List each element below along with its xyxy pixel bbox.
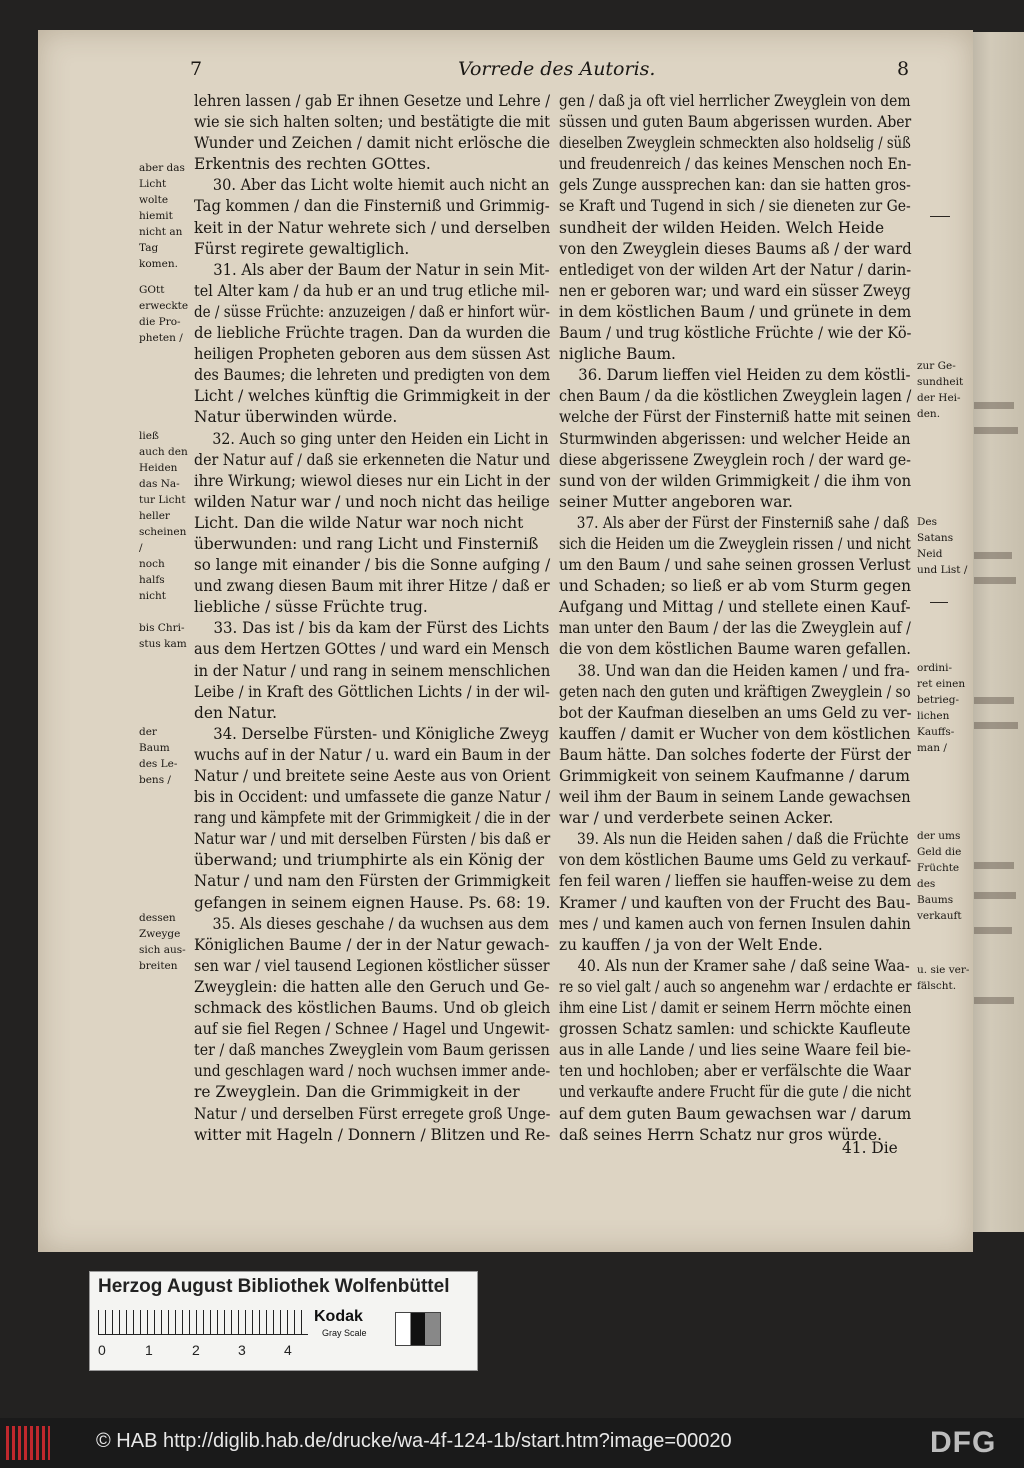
marginal-note: ließ auch den Heiden das Na- tur Licht heller scheinen / noch halfs nicht [139,430,188,602]
ruler-number: 1 [145,1342,153,1358]
marginal-note: ordini- ret einen betrieg- lichen Kauffs- man / [917,662,966,754]
text-line: so lange mit einander / bis die Sonne aufging / [194,556,551,575]
text-line: mes / und kamen auch von fernen Insulen dahin [559,914,911,933]
text-line: witter mit Hageln / Donnern / Blitzen und Re- [194,1125,551,1144]
text-line: und zwang diesen Baum mit ihrer Hitze / daß er [194,577,550,596]
text-line: bot der Kaufman dieselben an ums Geld zu ver- [559,703,912,722]
text-line: Wunder und Zeichen / damit nicht erlösche die [194,134,551,153]
text-line: gefangen in seinem eignen Hause. Ps. 68: 19. [194,893,551,912]
text-line: 37. Als aber der Fürst der Finsterniß sahe / daß [576,513,910,532]
marginal-note: GOtt erweckte die Pro- pheten / [139,284,189,344]
marginal-note: u. sie ver- fälscht. [917,964,970,992]
text-line: Tag kommen / dan die Finsterniß und Grimmig- [194,197,550,216]
text-line: die von dem köstlichen Baume waren gefallen. [559,640,912,659]
text-line: man unter den Baum / der las die Zweyglein auf / [559,619,911,638]
catchword: 41. Die [842,1139,898,1157]
text-line: Aufgang und Mittag / und stellete einen Kauf- [559,598,911,617]
text-line: und freudenreich / das keines Menschen noch En- [559,155,912,174]
text-line: weil ihm der Baum in seinem Lande gewachsen [559,788,911,807]
text-line: und geschlagen ward / noch wuchsen immer ande- [194,1062,551,1081]
text-line: welche der Fürst der Finsterniß hatte mit seinen [559,408,911,427]
text-line: keit in der Natur wehrete sich / und derselben [194,218,551,237]
text-line: ter / daß manches Zweyglein vom Baum gerissen [194,1041,550,1060]
text-line: auf sie fiel Regen / Schnee / Hagel und Ungewit- [194,1020,550,1039]
kodak-brand: Kodak [314,1308,363,1325]
marginal-note: der ums Geld die Früchte des Baums verkauft [917,830,962,922]
text-line: überwand; und triumphirte als ein König der [194,851,545,870]
text-line: in dem köstlichen Baum / und grünete in dem [559,302,912,321]
text-line: liebliche / süsse Früchte trug. [194,598,428,617]
text-line: ihre Wirkung; wiewol dieses nur ein Licht in der [194,471,551,490]
text-line: wuchs auf in der Natur / u. ward ein Baum in der [194,745,551,764]
ruler-number: 0 [98,1342,106,1358]
footer-bar [0,1418,1024,1468]
text-line: gels Zunge aussprechen kan: dan sie hatten gros- [559,176,911,195]
text-line: 38. Und wan dan die Heiden kamen / und fra- [577,661,910,680]
marginal-note: der Baum des Le- bens / [139,726,178,786]
text-line: Baum / und trug köstliche Früchte / wie der Kö- [559,324,912,343]
text-line: nen er geboren war; und ward ein süsser Zweyg [559,281,911,300]
gray-scale-label: Gray Scale [322,1328,367,1338]
marginal-note: dessen Zweyge sich aus- breiten [139,912,186,972]
text-line: kauffen / damit er Wucher von dem köstlichen [559,724,911,743]
text-line: Kramer / und kauften von der Frucht des Bau- [559,893,911,912]
text-line: Leibe / in Kraft des Göttlichen Lichts / in der wil- [194,682,550,701]
text-line: daß seines Herrn Schatz nur gros würde. [559,1125,883,1144]
text-line: Licht / welches künftig die Grimmigkeit in der [194,387,550,406]
text-line: Natur / und nam den Fürsten der Grimmigkeit [194,872,551,891]
text-line: den Natur. [194,703,278,722]
text-line: heiligen Propheten geboren aus dem süssen Ast [194,345,550,364]
text-line: re Zweyglein. Dan die Grimmigkeit in der [194,1083,520,1102]
text-line: sen war / viel tausend Legionen köstlicher süsser [194,956,550,975]
marginal-note: Des Satans Neid und List / [917,516,968,576]
text-line: süssen und guten Baum abgerissen wurden. Aber [559,113,912,132]
text-line: des Baumes; die lehreten und predigten von dem [194,366,551,385]
text-line: aus dem Hertzen GOttes / und ward ein Mensch [194,640,550,659]
text-line: se Kraft und Tugend in sich / sie dieneten zur Ge- [559,197,911,216]
text-line: aus in alle Lande / und lies seine Waare feil bie- [559,1041,911,1060]
text-line: Fürst regirete gewaltiglich. [194,239,410,258]
text-line: wilden Natur war / und noch nicht das heilige [194,492,550,511]
text-line: Königlichen Baume / der in der Natur gewach- [194,935,550,954]
text-line: re so viel galt / auch so angenehm war / erdachte er [559,977,912,996]
margin-mark [930,602,948,603]
text-line: entlediget von der wilden Art der Natur / darin- [559,260,912,279]
text-line: 32. Auch so ging unter den Heiden ein Licht in [212,429,549,448]
text-line: Natur / und derselben Fürst erregete groß Unge- [194,1104,551,1123]
text-line: Licht. Dan die wilde Natur war noch nicht [194,513,524,532]
text-line: sundheit der wilden Heiden. Welch Heide [559,218,885,237]
hab-logo-icon [6,1426,50,1460]
text-line: lehren lassen / gab Er ihnen Gesetze und Lehre / [194,92,551,110]
text-line: de / süsse Früchte: anzuzeigen / daß er hinfort wür- [194,302,550,321]
text-line: 33. Das ist / bis da kam der Fürst des Lichts [213,619,550,638]
text-line: und verkaufte andere Frucht für die gute / die nicht [559,1083,911,1102]
next-page-edge [968,32,1024,1232]
running-title: Vorrede des Autoris. [458,58,656,80]
text-line: 39. Als nun die Heiden sahen / daß die Früchte [577,830,909,849]
text-line: Zweyglein: die hatten alle den Geruch und Ge- [194,977,550,996]
text-line: in der Natur / und rang in seinem menschlichen [194,661,551,680]
text-line: wie sie sich halten solten; und bestätigte die mit [194,113,550,132]
text-line: war / und verderbete seinen Acker. [559,809,834,828]
left-text-column [194,91,550,1146]
text-line: sich die Heiden um die Zweyglein rissen / und nicht [559,534,911,553]
text-line: Erkentnis des rechten GOttes. [194,155,431,174]
text-line: rang und kämpfete mit der Grimmigkeit / die in der [194,809,551,828]
ruler-number: 3 [238,1342,246,1358]
text-line: gen / daß ja oft viel herrlicher Zweyglein von dem [559,92,911,110]
text-line: sund von der wilden Grimmigkeit / die ihm von [559,471,912,490]
text-line: zu kauffen / ja von der Welt Ende. [559,935,823,954]
text-line: von dem köstlichen Baume ums Geld zu verkauf- [559,851,912,870]
text-line: grossen Schatz samlen: und schickte Kaufleute [559,1020,911,1039]
text-line: und Schaden; so ließ er ab vom Sturm gegen [559,577,911,596]
text-line: Grimmigkeit von seinem Kaufmanne / darum [559,767,911,785]
text-line: der Natur auf / daß sie erkenneten die Natur und [194,450,551,469]
marginal-note: zur Ge- sundheit der Hei- den. [917,360,964,420]
text-line: Baum hätte. Dan solches foderte der Fürst der [559,745,911,764]
text-line: überwunden: und rang Licht und Finsterniß [194,534,539,553]
text-line: tel Alter kam / da hub er an und trug etliche mil- [194,281,550,300]
text-line: 40. Als nun der Kramer sahe / daß seine Waa- [577,956,910,975]
ruler-number: 2 [192,1342,200,1358]
text-line: von den Zweyglein dieses Baums aß / der ward [559,239,912,258]
text-line: um den Baum / und sahe seinen grossen Verlust [559,556,911,575]
text-line: geten nach den guten und kräftigen Zweyglein / so [559,682,911,701]
dfg-logo: DFG [930,1426,997,1459]
right-page-number: 8 [897,58,910,80]
text-line: dieselben Zweyglein schmeckten also holdselig / süß [559,134,911,153]
text-line: ihm eine List / damit er seinem Herrn möchte einen [559,999,912,1018]
text-line: Natur war / und mit derselben Fürsten / bis daß er [194,830,551,849]
text-line: nigliche Baum. [559,345,676,364]
library-title: Herzog August Bibliothek Wolfenbüttel [98,1276,450,1297]
attribution-link[interactable]: © HAB http://diglib.hab.de/drucke/wa-4f-124-1b/start.htm?image=00020 [96,1430,732,1452]
text-line: 30. Aber das Licht wolte hiemit auch nicht an [212,176,550,195]
text-line: bis in Occident: und umfassete die ganze Natur / [194,788,551,807]
text-line: Natur überwinden würde. [194,408,398,427]
text-line: chen Baum / da die köstlichen Zweyglein lagen / [559,387,912,406]
text-line: ten und hochloben; aber er verfälschte die Waar [559,1062,911,1081]
text-line: Sturmwinden abgerissen: und welcher Heide an [559,429,911,448]
text-line: diese abgerissene Zweyglein roch / der ward ge- [559,450,911,469]
marginal-note: bis Chri- stus kam [139,622,187,650]
text-line: de liebliche Früchte tragen. Dan da wurden die [194,324,551,343]
text-line: 34. Derselbe Fürsten- und Königliche Zweyg [213,724,549,743]
left-page-number: 7 [190,58,203,80]
color-calibration-bar [89,1271,478,1371]
text-line: 31. Als aber der Baum der Natur in sein Mit- [213,260,550,279]
marginal-note: aber das Licht wolte hiemit nicht an Tag komen. [139,162,185,270]
ruler-number: 4 [284,1342,292,1358]
text-line: 36. Darum lieffen viel Heiden zu dem köstli- [578,366,911,385]
right-text-column [559,91,911,1146]
margin-mark [930,216,950,217]
text-line: Natur / und breitete seine Aeste aus von Orient [194,767,551,785]
text-line: fen feil waren / lieffen sie hauffen-weise zu dem [559,872,912,891]
gray-scale-swatch-icon [395,1312,441,1346]
text-line: seiner Mutter angeboren war. [559,492,793,511]
ruler-icon [98,1310,308,1335]
text-line: auf dem guten Baum gewachsen war / darum [559,1104,912,1123]
text-line: 35. Als dieses geschahe / da wuchsen aus dem [212,914,549,933]
text-line: schmack des köstlichen Baums. Und ob gleich [194,999,551,1018]
